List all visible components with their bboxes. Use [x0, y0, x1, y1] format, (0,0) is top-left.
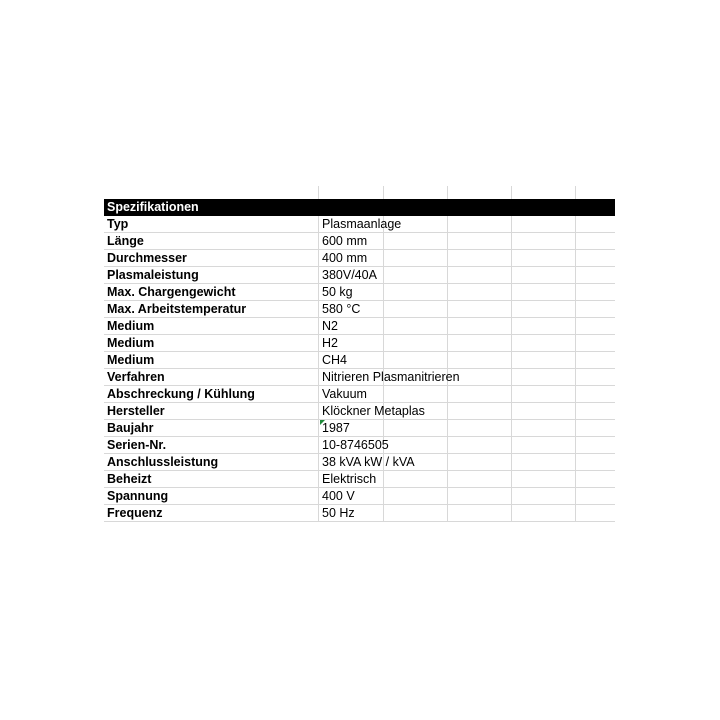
grid-line — [447, 437, 448, 454]
grid-line — [511, 488, 512, 505]
grid-line — [318, 267, 319, 284]
grid-line — [447, 318, 448, 335]
grid-line — [575, 437, 576, 454]
grid-line — [447, 386, 448, 403]
grid-line — [318, 454, 319, 471]
grid-line — [447, 250, 448, 267]
grid-line — [383, 186, 384, 199]
spec-value[interactable]: Elektrisch — [322, 472, 377, 486]
table-row — [104, 420, 615, 437]
spec-label[interactable]: Frequenz — [107, 506, 163, 520]
sheet-header[interactable]: Spezifikationen — [104, 199, 615, 216]
spec-value[interactable]: Nitrieren Plasmanitrieren — [322, 370, 460, 384]
grid-line — [318, 488, 319, 505]
spec-value[interactable]: H2 — [322, 336, 338, 350]
spec-value[interactable]: 580 °C — [322, 302, 361, 316]
grid-line — [511, 403, 512, 420]
grid-line — [511, 454, 512, 471]
grid-line — [318, 186, 319, 199]
grid-line — [511, 250, 512, 267]
grid-line — [575, 403, 576, 420]
spec-value[interactable]: 400 mm — [322, 251, 368, 265]
table-row — [104, 318, 615, 335]
grid-line — [447, 471, 448, 488]
grid-line — [511, 437, 512, 454]
grid-line — [383, 488, 384, 505]
grid-line — [318, 352, 319, 369]
spec-label[interactable]: Anschlussleistung — [107, 455, 219, 469]
spec-label[interactable]: Durchmesser — [107, 251, 187, 265]
table-row — [104, 284, 615, 301]
spec-label[interactable]: Verfahren — [107, 370, 165, 384]
grid-line — [575, 335, 576, 352]
grid-line — [447, 335, 448, 352]
grid-line — [511, 352, 512, 369]
grid-line — [575, 420, 576, 437]
grid-line — [383, 352, 384, 369]
table-row — [104, 437, 615, 454]
spec-label[interactable]: Länge — [107, 234, 144, 248]
spec-value[interactable]: N2 — [322, 319, 338, 333]
grid-line — [575, 284, 576, 301]
grid-line — [447, 403, 448, 420]
spec-value[interactable]: 380V/40A — [322, 268, 377, 282]
grid-line — [511, 420, 512, 437]
grid-line — [447, 284, 448, 301]
grid-line — [447, 186, 448, 199]
grid-line — [318, 318, 319, 335]
spec-value[interactable]: 50 kg — [322, 285, 353, 299]
spec-value[interactable]: CH4 — [322, 353, 348, 367]
grid-line — [575, 250, 576, 267]
table-row — [104, 301, 615, 318]
table-row — [104, 369, 615, 386]
grid-line — [383, 267, 384, 284]
grid-line — [575, 454, 576, 471]
grid-line — [318, 437, 319, 454]
empty-top-row — [104, 186, 615, 199]
grid-line — [318, 216, 319, 233]
table-row — [104, 352, 615, 369]
grid-line — [318, 386, 319, 403]
spec-label[interactable]: Beheizt — [107, 472, 152, 486]
grid-line — [318, 284, 319, 301]
grid-line — [383, 284, 384, 301]
spec-value[interactable]: Plasmaanlage — [322, 217, 402, 231]
grid-line — [383, 301, 384, 318]
grid-line — [575, 267, 576, 284]
table-row — [104, 267, 615, 284]
spec-label[interactable]: Baujahr — [107, 421, 154, 435]
grid-line — [511, 233, 512, 250]
spec-value[interactable]: 400 V — [322, 489, 355, 503]
grid-line — [511, 505, 512, 522]
grid-line — [511, 301, 512, 318]
grid-line — [318, 505, 319, 522]
grid-line — [318, 420, 319, 437]
grid-line — [511, 369, 512, 386]
grid-line — [383, 233, 384, 250]
table-row — [104, 335, 615, 352]
spec-value[interactable]: 1987 — [322, 421, 350, 435]
spec-value[interactable]: Klöckner Metaplas — [322, 404, 425, 418]
spec-value[interactable]: 50 Hz — [322, 506, 355, 520]
spec-label[interactable]: Medium — [107, 336, 155, 350]
grid-line — [318, 335, 319, 352]
table-row — [104, 386, 615, 403]
spec-value[interactable]: Vakuum — [322, 387, 367, 401]
spec-label[interactable]: Spannung — [107, 489, 169, 503]
grid-line — [383, 250, 384, 267]
table-row — [104, 488, 615, 505]
grid-line — [511, 267, 512, 284]
grid-line — [511, 318, 512, 335]
grid-line — [575, 216, 576, 233]
table-row — [104, 505, 615, 522]
spec-rows — [104, 216, 615, 522]
spec-sheet — [104, 186, 615, 522]
grid-line — [447, 488, 448, 505]
table-row — [104, 403, 615, 420]
grid-line — [575, 386, 576, 403]
grid-line — [318, 369, 319, 386]
grid-line — [575, 301, 576, 318]
spec-label[interactable]: Hersteller — [107, 404, 165, 418]
grid-line — [447, 301, 448, 318]
grid-line — [383, 505, 384, 522]
spec-label[interactable]: Medium — [107, 319, 155, 333]
table-row — [104, 250, 615, 267]
grid-line — [447, 216, 448, 233]
grid-line — [383, 420, 384, 437]
spec-label[interactable]: Typ — [107, 217, 129, 231]
grid-line — [511, 186, 512, 199]
spec-label[interactable]: Abschreckung / Kühlung — [107, 387, 255, 401]
grid-line — [511, 284, 512, 301]
grid-line — [511, 216, 512, 233]
grid-line — [575, 471, 576, 488]
spec-value[interactable]: 10-8746505 — [322, 438, 389, 452]
grid-line — [447, 505, 448, 522]
grid-line — [318, 403, 319, 420]
spec-label[interactable]: Max. Chargengewicht — [107, 285, 236, 299]
grid-line — [383, 318, 384, 335]
grid-line — [383, 386, 384, 403]
grid-line — [318, 250, 319, 267]
cell-error-marker-icon — [320, 420, 325, 425]
grid-line — [575, 369, 576, 386]
grid-line — [511, 386, 512, 403]
grid-line — [447, 267, 448, 284]
grid-line — [511, 471, 512, 488]
spec-value[interactable]: 38 kVA kW / kVA — [322, 455, 415, 469]
grid-line — [383, 471, 384, 488]
spec-label[interactable]: Medium — [107, 353, 155, 367]
grid-line — [447, 420, 448, 437]
grid-line — [447, 233, 448, 250]
grid-line — [575, 233, 576, 250]
grid-line — [447, 454, 448, 471]
grid-line — [383, 335, 384, 352]
spec-label[interactable]: Plasmaleistung — [107, 268, 199, 282]
table-row — [104, 454, 615, 471]
spec-label[interactable]: Max. Arbeitstemperatur — [107, 302, 247, 316]
grid-line — [575, 352, 576, 369]
table-row — [104, 233, 615, 250]
grid-line — [575, 318, 576, 335]
grid-line — [575, 505, 576, 522]
spec-label[interactable]: Serien-Nr. — [107, 438, 167, 452]
table-row — [104, 471, 615, 488]
grid-line — [318, 233, 319, 250]
grid-line — [318, 471, 319, 488]
grid-line — [575, 186, 576, 199]
table-row — [104, 216, 615, 233]
grid-line — [447, 352, 448, 369]
spec-value[interactable]: 600 mm — [322, 234, 368, 248]
grid-line — [575, 488, 576, 505]
grid-line — [511, 335, 512, 352]
grid-line — [318, 301, 319, 318]
